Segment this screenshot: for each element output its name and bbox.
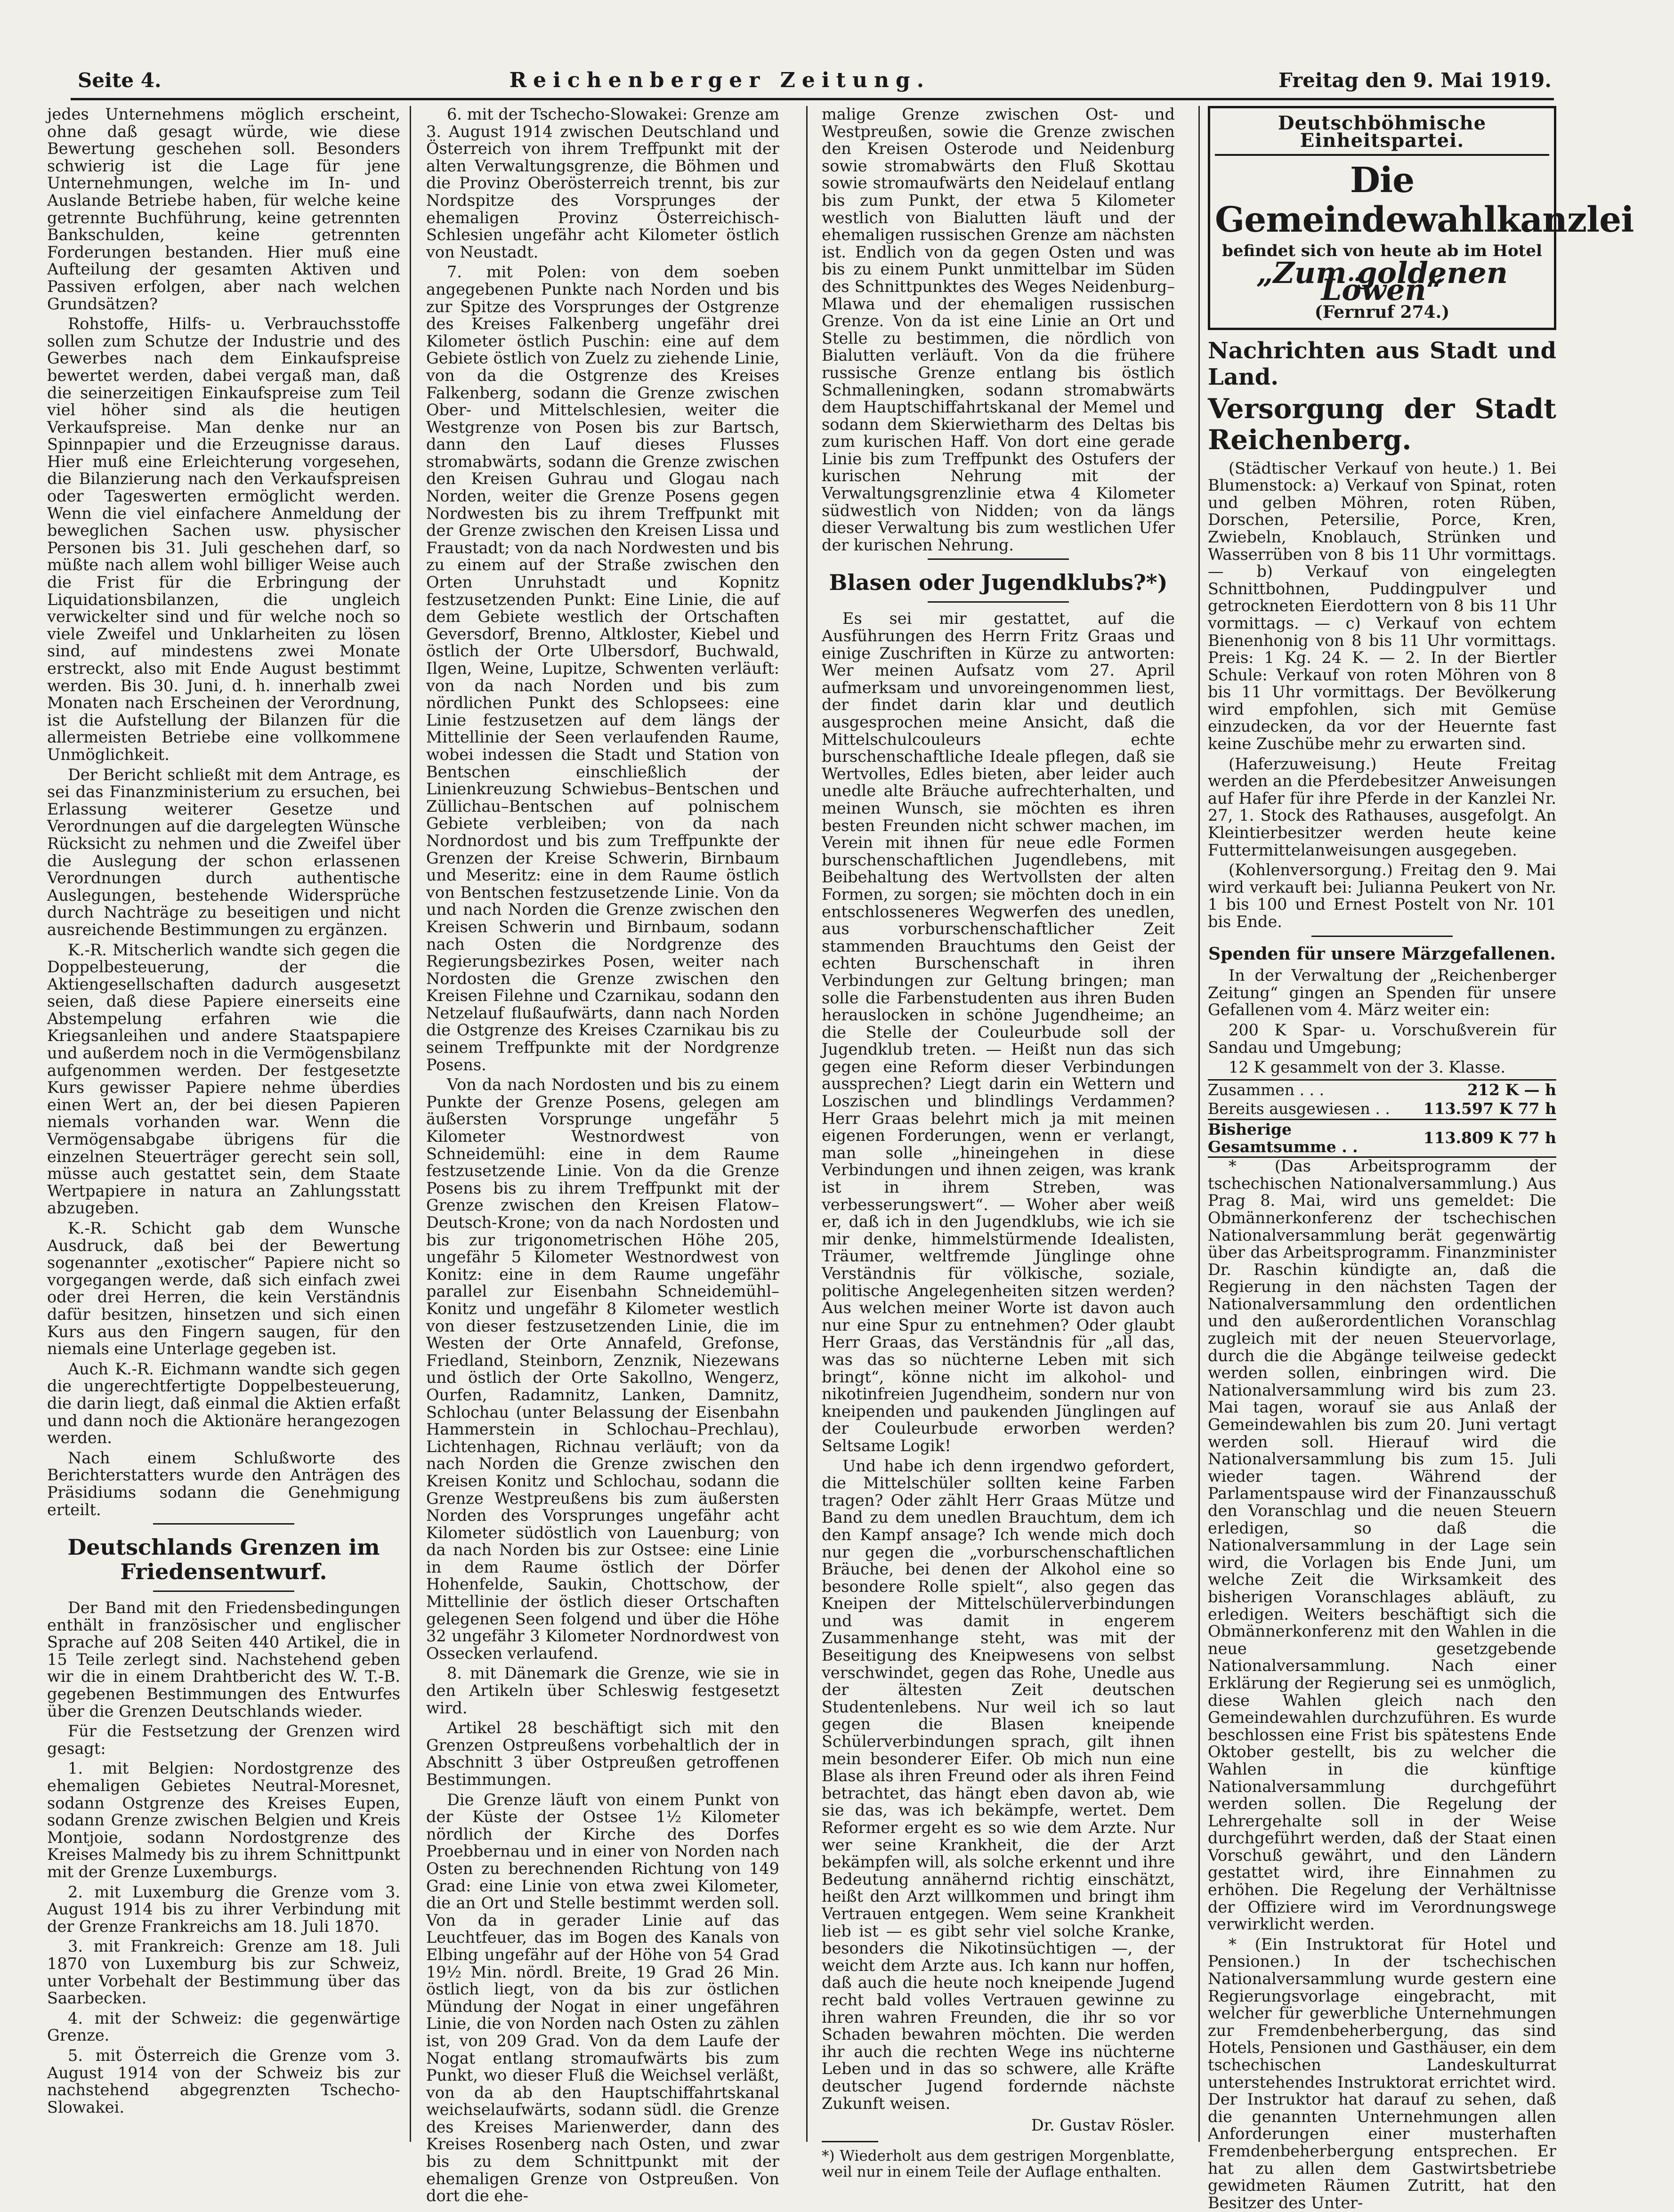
column-1 bbox=[47, 106, 400, 2142]
article-paragraph: Von da nach Nordosten und bis zu einem Punkte der Grenze Posens, gelegen am äußersten Vorsprunge ungefähr 5 Kilometer Westnordwest von Schneidemühl: eine in dem Raume festzusetzende Linie. Von da die Grenze Posens bis zu ihrem Treffpunkt mit der Grenze zwischen den Kreisen Flatow–Deutsch-Krone; von da nach Nordosten und bis zur trigonometrischen Höhe 205, ungefähr 5 Kilometer Westnordwest von Konitz: eine in dem Raume ungefähr parallel zur Eisenbahn Schneidemühl–Konitz und ungefähr 8 Kilometer westlich von dieser festzusetzenden Linie, die im Westen der Orte Annafeld, Grefonse, Friedland, Steinborn, Zenznik, Niezewans und östlich der Orte Sakollno, Wengerz, Ourfen, Radamnitz, Lanken, Damnitz, Schlochau (unter Belassung der Eisenbahn Hammerstein in Schlochau–Prechlau), Lichtenhagen, Richnau verläuft; von da nach Norden die Grenze zwischen den Kreisen Konitz und Schlochau, sodann die Grenze Westpreußens bis zum äußersten Norden des Vorsprunges ungefähr acht Kilometer südöstlich von Lauenburg; von da nach Norden bis zur Ostsee: eine Linie in dem Raume östlich der Dörfer Hohenfelde, Saukin, Chottschow, der Mittellinie der östlich dieser Ortschaften gelegenen Seen folgend und über die Höhe 32 ungefähr 3 Kilometer Nordnordwest von Ossecken verlaufend. bbox=[426, 1075, 779, 1663]
article-paragraph: 6. mit der Tschecho-Slowakei: Grenze am 3. August 1914 zwischen Deutschland und Österreich von ihrem Treffpunkt mit der alten Verwaltungsgrenze, die Böhmen und die Provinz Oberösterreich trennt, bis zur Nordspitze des Vorsprunges der ehemaligen Provinz Österreichisch-Schlesien ungefähr acht Kilometer östlich von Neustadt. bbox=[426, 105, 779, 261]
article-headline: Blasen oder Jugendklubs?*) bbox=[829, 570, 1168, 596]
footnote: *) Wiederholt aus dem gestrigen Morgenblatte, weil nur in einem Teile der Auflage enthalten. bbox=[822, 2147, 1175, 2180]
row-amount: 113.597 K 77 h bbox=[1423, 1099, 1556, 1118]
article-paragraph: 8. mit Dänemark die Grenze, wie sie in den Artikeln über Schleswig festgesetzt wird. bbox=[426, 1664, 779, 1717]
row-label: Zusammen . . . bbox=[1208, 1080, 1325, 1099]
table-row bbox=[1208, 1080, 1556, 1099]
section-divider bbox=[928, 601, 1069, 603]
article-paragraph: Für die Festsetzung der Grenzen wird gesagt: bbox=[47, 1722, 400, 1758]
ad-hotel-name: „Zum goldenen Löwen“ bbox=[1256, 255, 1508, 307]
column-rule bbox=[806, 106, 808, 2142]
article-paragraph: * (Das Arbeitsprogramm der tschechischen Nationalversammlung.) Aus Prag 8. Mai, wird uns gemeldet: Die Obmännerkonferenz der tschechischen Nationalversammlung berät gegenwärtig über das Arbeitsprogramm. Finanzminister Dr. Raschin kündigte an, daß die Regierung in den nächsten Tagen der Nationalversammlung den ordentlichen und den außerordentlichen Voranschlag zugleich mit der neuen Steuervorlage, durch die die Abgänge teilweise gedeckt werden sollen, einbringen wird. Die Nationalversammlung wird bis zum 23. Mai tagen, worauf sie aus Anlaß der Gemeindewahlen bis zum 20. Juni vertagt werden soll. Hierauf wird die Nationalversammlung bis zum 15. Juli wieder tagen. Während der Parlamentspause wird der Finanzausschuß den Voranschlag und die neuen Steuern erledigen, so daß die Nationalversammlung in der Lage sein wird, die Vorlagen bis Ende Juni, um welche Zeit die Wirksamkeit des bisherigen Voranschlages abläuft, zu erledigen. Weiters beschäftigt sich die Obmännerkonferenz mit den Wahlen in die neue gesetzgebende Nationalversammlung. Nach einer Erklärung der Regierung sei es unmöglich, diese Wahlen gleich nach den Gemeindewahlen durchzuführen. Es wurde beschlossen eine Frist bis spätestens Ende Oktober gestellt, bis zu welcher die Wahlen in die künftige Nationalversammlung durchgeführt werden sollen. Die Regelung der Lehrergehalte soll in der Weise durchgeführt werden, daß der Staat einen Vorschuß gewährt, und den Ländern gestattet wird, ihre Einnahmen zu erhöhen. Die Regelung der Verhältnisse der Offiziere wird im Verordnungswege verwirklicht werden. bbox=[1208, 1157, 1556, 1934]
article-paragraph: 1. mit Belgien: Nordostgrenze des ehemaligen Gebietes Neutral-Moresnet, sodann Ostgrenze des Kreises Eupen, sodann Grenze zwischen Belgien und Kreis Montjoie, sodann Nordostgrenze des Kreises Malmedy bis zu ihrem Schnittpunkt mit der Grenze Luxemburgs. bbox=[47, 1759, 400, 1881]
column-2 bbox=[426, 105, 779, 2205]
article-paragraph: Auch K.-R. Eichmann wandte sich gegen die ungerechtfertigte Doppelbesteuerung, die darin liegt, daß einmal die Aktien erfaßt und dann noch die Aktionäre herangezogen werden. bbox=[47, 1359, 400, 1447]
article-paragraph: malige Grenze zwischen Ost- und Westpreußen, sowie die Grenze zwischen den Kreisen Osterode und Neidenburg sowie stromabwärts den Fluß Skottau sowie stromaufwärts den Neidelauf entlang bis zum Punkt, der etwa 5 Kilometer westlich von Bialutten läuft und der ehemaligen russischen Grenze am nächsten ist. Endlich von da gegen Osten und was bis zu einem Punkt unmittelbar im Süden des Schnittpunktes des Weges Neidenburg–Mlawa und der ehemaligen russischen Grenze. Von da ist eine Linie an Ort und Stelle zu bestimmen, die nördlich von Bialutten verläuft. Von da die frühere russische Grenze entlang bis östlich Schmalleningken, sodann stromabwärts dem Hauptschiffahrtskanal der Memel und sodann dem Skierwietharm des Deltas bis zum kurischen Haff. Von dort eine gerade Linie bis zum Treffpunkt des Ostufers der kurischen Nehrung mit der Verwaltungsgrenzlinie etwa 4 Kilometer südwestlich von Nidden; von da längs dieser Verwaltung bis zum westlichen Ufer der kurischen Nehrung. bbox=[822, 105, 1175, 554]
donations-table bbox=[1208, 1079, 1556, 1158]
page-header bbox=[78, 64, 1552, 97]
article-paragraph: Rohstoffe, Hilfs- u. Verbrauchsstoffe sollen zum Schutze der Industrie und des Gewerbes nach dem Einkaufspreise bewertet werden, dabei vergaß man, daß die seinerzeitigen Einkaufspreise zum Teil viel höher sind als die heutigen Verkaufspreise. Man denke nur an Spinnpapier und die Erzeugnisse daraus. Hier muß eine Erleichterung vorgesehen, die Bilanzierung nach den Verkaufspreisen oder Tageswerten ermöglicht werden. Wenn die viel einfachere Anmeldung der beweglichen Sachen usw. physischer Personen bis 31. Juli geschehen darf, so müßte nach allem wohl billiger Weise auch die Frist für die Erbringung der Liquidationsbilanzen, die ungleich verwickelter sind und für welche noch so viele Zweifel und Unklarheiten zu lösen sind, auf mindestens zwei Monate erstreckt, also mit Ende August bestimmt werden. Bis 30. Juni, d. h. innerhalb zwei Monaten nach Erscheinen der Verordnung, ist die Aufstellung der Bilanzen für die allermeisten Betriebe eine vollkommene Unmöglichkeit. bbox=[47, 315, 400, 764]
article-paragraph: (Städtischer Verkauf von heute.) 1. Bei Blumenstock: a) Verkauf von Spinat, roten und gelben Möhren, roten Rüben, Dorschen, Petersilie, Porce, Kren, Zwiebeln, Knoblauch, Strünken und Wasserrüben von 8 bis 11 Uhr vormittags. — b) Verkauf von eingelegten Schnittbohnen, Puddingpulver und getrockneten Eierdottern von 8 bis 11 Uhr vormittags. — c) Verkauf von echtem Bienenhonig von 8 bis 11 Uhr vormittags. Preis: 1 Kg. 24 K. — 2. In der Biertler Schule: Verkauf von roten Möhren von 8 bis 11 Uhr vormittags. Der Bevölkerung wird empfohlen, sich mit Gemüse einzudecken, da vor der Heuernte fast keine Zuschübe mehr zu erwarten sind. bbox=[1208, 459, 1556, 753]
article-paragraph: K.-R. Mitscherlich wandte sich gegen die Doppelbesteuerung, der die Aktiengesellschaften dadurch ausgesetzt seien, daß diese Papiere einerseits eine Abstempelung erfahren wie die Kriegsanleihen und andere Staatspapiere und außerdem noch in die Vermögensbilanz aufgenommen werden. Der festgesetzte Kurs gewisser Papiere nehme überdies einen Wert an, der bei diesen Papieren niemals vorhanden war. Wenn die Vermögensabgabe übrigens für die einzelnen Steuerträger gerecht sein soll, müsse auch gestattet sein, dem Staate Wertpapiere in natura an Zahlungsstatt abzugeben. bbox=[47, 940, 400, 1218]
column-rule bbox=[410, 106, 411, 2142]
article-paragraph: 4. mit der Schweiz: die gegenwärtige Grenze. bbox=[47, 2009, 400, 2045]
section-divider bbox=[153, 1523, 294, 1525]
article-paragraph: Nach einem Schlußworte des Berichterstatters wurde den Anträgen des Präsidiums sodann die Genehmigung erteilt. bbox=[47, 1448, 400, 1519]
header-rule bbox=[71, 98, 1554, 100]
article-paragraph: Artikel 28 beschäftigt sich mit den Grenzen Ostpreußens vorbehaltlich der in Abschnitt 3 über Ostpreußen getroffenen Bestimmungen. bbox=[426, 1719, 779, 1789]
row-amount: 212 K — h bbox=[1467, 1080, 1556, 1099]
donation-item: 200 K Spar- u. Vorschußverein für Sandau und Umgebung; bbox=[1208, 1020, 1556, 1057]
article-paragraph: 2. mit Luxemburg die Grenze vom 3. August 1914 bis zu ihrer Verbindung mit der Grenze Frankreichs am 18. Juli 1870. bbox=[47, 1882, 400, 1936]
article-paragraph: Die Grenze läuft von einem Punkt von der Küste der Ostsee 1½ Kilometer nördlich der Kirche des Dorfes Proebbernau und in einer von Norden nach Osten zu berechnenden Richtung von 149 Grad: eine Linie von etwa zwei Kilometer, die an Ort und Stelle bestimmt werden soll. Von da in gerader Linie auf das Leuchtfeuer, das im Bogen des Kanals von Elbing ungefähr auf der Höhe von 54 Grad 19½ Min. nördl. Breite, 19 Grad 26 Min. östlich liegt, von da bis zur östlichen Mündung der Nogat in einer ungefähren Linie, die von Norden nach Osten zu zählen ist, von 209 Grad. Von da dem Laufe der Nogat entlang stromaufwärts bis zum Punkt, wo dieser Fluß die Weichsel verläßt, von da ab den Hauptschiffahrtskanal weichselaufwärts, sodann südl. die Grenze des Kreises Marienwerder, dann des Kreises Rosenberg nach Osten, und zwar bis zu dem Schnittpunkt mit der ehemaligen Grenze von Ostpreußen. Von dort die ehe- bbox=[426, 1790, 779, 2205]
issue-date: Freitag den 9. Mai 1919. bbox=[1278, 68, 1552, 92]
table-row bbox=[1208, 1119, 1556, 1157]
donations-heading: Spenden für unsere Märzgefallenen. bbox=[1208, 944, 1556, 964]
column-4 bbox=[1208, 106, 1634, 2212]
donation-item: 12 K gesammelt von der 3. Klasse. bbox=[1229, 1058, 1506, 1077]
donations-intro: In der Verwaltung der „Reichenberger Zeitung“ gingen an Spenden für unsere Gefallenen vom 4. März weiter ein: bbox=[1208, 966, 1556, 1019]
section-divider bbox=[153, 1590, 294, 1592]
article-paragraph: (Haferzuweisung.) Heute Freitag werden an die Pferdebesitzer Anweisungen auf Hafer für ihre Pferde in der Kanzlei Nr. 27, 1. Stock des Rathauses, ausgefolgt. An Kleintierbesitzer werden heute keine Futtermittelanweisungen ausgegeben. bbox=[1208, 754, 1556, 859]
column-rule bbox=[1198, 106, 1200, 2142]
row-label: Bereits ausgewiesen . . bbox=[1208, 1099, 1390, 1118]
ad-rule bbox=[1215, 154, 1549, 156]
column-3 bbox=[822, 105, 1175, 2180]
page-number: Seite 4. bbox=[78, 68, 162, 92]
article-headline: Deutschlands Grenzen im Friedensentwurf. bbox=[67, 1534, 380, 1585]
ad-location-text: befindet sich von heute ab im Hotel bbox=[1222, 242, 1542, 261]
article-paragraph: Und habe ich denn irgendwo gefordert, die Mittelschüler sollten keine Farben tragen? Oder zählt Herr Graas Mütze und Band zu dem unedlen Brauchtum, dem ich den Kampf ansage? Ich wende mich doch nur gegen die „vorburschenschaftlichen Bräuche, bei denen der Alkohol eine so besondere Rolle spielt“, also gegen das Kneipen der Mittelschülerverbindungen und was damit in engerem Zusammenhange steht, was mit der Beseitigung des Kneipwesens von selbst verschwindet, gegen das Rohe, Unedle aus der ältesten Zeit deutschen Studentenlebens. Nur weil ich so laut gegen die Blasen kneipende Schülerverbindungen sprach, gilt ihnen mein besonderer Eifer. Ob mich nun eine Blase als ihren Freund oder als ihren Feind betrachtet, das hängt eben davon ab, wie sie das, was ich bekämpfe, wertet. Dem Reformer ergeht es so wie dem Arzte. Nur wer seine Krankheit, die der Arzt bekämpfen will, als solche erkennt und ihre Bedeutung annähernd richtig einschätzt, heißt den Arzt willkommen und bringt ihm Vertrauen entgegen. Wem seine Krankheit lieb ist — es gibt sehr viel solche Kranke, besonders die Nikotinsüchtigen —, der weicht dem Arzte aus. Ich kann nur hoffen, daß auch die heute noch kneipende Jugend recht bald volles Vertrauen gewinne zu ihren wahren Freunden, die ihr so vor Schaden bewahren möchten. Die werden ihr auch die rechten Wege ins nüchterne Leben und in das so schwere, alle Kräfte deutscher Jugend fordernde nächste Zukunft weisen. bbox=[822, 1456, 1175, 2113]
ad-phone: (Fernruf 274.) bbox=[1314, 302, 1450, 322]
row-amount: 113.809 K 77 h bbox=[1423, 1129, 1556, 1147]
article-paragraph: 7. mit Polen: von dem soeben angegebenen Punkte nach Norden und bis zur Spitze des Vorsprunges der Ostgrenze des Kreises Falkenberg ungefähr drei Kilometer östlich Puschin: eine auf dem Gebiete östlich von Zuelz zu ziehende Linie, von da die Ostgrenze des Kreises Falkenberg, sodann die Grenze zwischen Ober- und Mittelschlesien, weiter die Westgrenze von Posen bis zur Bartsch, dann den Lauf dieses Flusses stromabwärts, sodann die Grenze zwischen den Kreisen Guhrau und Glogau nach Norden, weiter die Grenze Posens gegen Nordwesten bis zu ihrem Treffpunkt mit der Grenze zwischen den Kreisen Lissa und Fraustadt; von da nach Nordwesten und bis zu einem auf der Straße zwischen den Orten Unruhstadt und Kopnitz festzusetzenden Punkt: Eine Linie, die auf dem Gebiete westlich der Ortschaften Geversdorf, Brenno, Altkloster, Kiebel und östlich der Orte Ulbersdorf, Buchwald, Ilgen, Weine, Lupitze, Schwenten verläuft: von da nach Norden und bis zum nördlichen Punkt des Schlopsees: eine Linie festzusetzen auf dem längs der Mittellinie der Seen verlaufenden Raume, wobei indessen die Stadt und Station von Bentschen einschließlich der Linienkreuzung Schwiebus–Bentschen und Züllichau–Bentschen auf polnischem Gebiete verbleiben; von da nach Nordnordost und bis zum Treffpunkte der Grenzen der Kreise Schwerin, Birnbaum und Meseritz: eine in dem Raume östlich von Bentschen festzusetzende Linie. Von da und nach Norden die Grenze zwischen den Kreisen Schwerin und Birnbaum, sodann nach Osten die Nordgrenze des Regierungsbezirkes Posen, weiter nach Nordosten die Grenze zwischen den Kreisen Filehne und Czarnikau, sodann den Netzelauf flußaufwärts, dann nach Norden die Ostgrenze des Kreises Czarnikau bis zu seinem Treffpunkte mit der Nordgrenze Posens. bbox=[426, 263, 779, 1074]
article-paragraph: * (Ein Instruktorat für Hotel und Pensionen.) In der tschechischen Nationalversammlung wurde gestern eine Regierungsvorlage eingebracht, mit welcher für gewerbliche Unternehmungen zur Fremdenbeherbergung, das sind Hotels, Pensionen und Gasthäuser, ein dem tschechischen Landeskulturrat unterstehendes Instruktorat errichtet wird. Der Instruktor hat darauf zu sehen, daß die genannten Unternehmungen allen Anforderungen einer musterhaften Fremdenbeherbergung entsprechen. Er hat zu allen dem Gastwirtsbetriebe gewidmeten Räumen Zutritt, hat den Besitzer des Unter- bbox=[1208, 1935, 1556, 2212]
article-paragraph: 3. mit Frankreich: Grenze am 18. Juli 1870 von Luxemburg bis zur Schweiz, unter Vorbehalt der Bestimmung über das Saarbecken. bbox=[47, 1937, 400, 2008]
row-label: Bisherige Gesamtsumme . . bbox=[1208, 1120, 1358, 1156]
article-paragraph: Es sei mir gestattet, auf die Ausführungen des Herrn Fritz Graas und einige Zuschriften in Kürze zu antworten: Wer meinen Aufsatz vom 27. April aufmerksam und unvoreingenommen liest, der findet darin klar und deutlich ausgesprochen meine Ansicht, daß die Mittelschulcouleurs echte burschenschaftliche Ideale pflegen, daß sie Wertvolles, Edles bieten, aber leider auch unedle alte Bräuche aufrechterhalten, und meinen Wunsch, sie möchten es ihren besten Freunden nicht schwer machen, im Verein mit ihnen für neue edle Formen burschenschaftlichen Jugendlebens, mit Beibehaltung des Wertvollsten der alten Formen, zu sorgen; sie möchten doch in ein entschlosseneres Wegwerfen des unedlen, aus vorburschenschaftlicher Zeit stammenden Brauchtums den Geist der echten Burschenschaft in ihren Verbindungen zur Geltung bringen; man solle die Farbenstudenten aus ihren Buden herauslocken in schöne Jugendheime; an die Stelle der Couleurbude soll der Jugendklub treten. — Heißt nun das sich gegen eine Reform dieser Verbindungen aussprechen? Liegt darin ein Wettern und Loszischen und blindlings Verdammen? Herr Graas belehrt mich ja mit meinen eigenen Forderungen, wenn er verlangt, man solle „hineingehen in diese Verbindungen und ihnen zeigen, was krank ist in ihrem Streben, was verbesserungswert“. — Woher aber weiß er, daß ich in den Jugendklubs, wie ich sie mir denke, himmelstürmende Idealisten, Träumer, weltfremde Jünglinge ohne Verständnis für völkische, soziale, politische Angelegenheiten sitzen werden? Aus welchen meiner Worte ist davon auch nur eine Spur zu entnehmen? Oder glaubt Herr Graas, das Verständnis für „all das, was das so nüchterne Leben mit sich bringt“, könne nicht im alkohol- und nikotinfreien Jugendheim, sondern nur von kneipenden und paukenden Jünglingen auf der Couleurbude erworben werden? Seltsame Logik! bbox=[822, 609, 1175, 1455]
article-paragraph: Der Band mit den Friedensbedingungen enthält in französischer und englischer Sprache auf 208 Seiten 440 Artikel, die in 15 Teile zerlegt sind. Nachstehend geben wir die in einem Drahtbericht des W. T.-B. gegebenen Bestimmungen des Entwurfes über die Grenzen Deutschlands wieder. bbox=[47, 1598, 400, 1720]
table-row bbox=[1208, 1099, 1556, 1119]
article-paragraph: jedes Unternehmens möglich erscheint, ohne daß gesagt würde, wie diese Bewertung geschehen soll. Besonders schwierig ist die Lage für jene Unternehmungen, welche im In- und Auslande Betriebe haben, für welche keine getrennte Buchführung, keine getrennten Bankschulden, keine getrennten Forderungen bestanden. Hier muß eine Aufteilung der gesamten Aktiven und Passiven erfolgen, aber nach welchen Grundsätzen? bbox=[47, 105, 400, 313]
ad-party-name: Deutschböhmische Einheitspartei. bbox=[1278, 112, 1487, 152]
subsection-heading: Versorgung der Stadt Reichenberg. bbox=[1208, 392, 1556, 456]
section-heading: Nachrichten aus Stadt und Land. bbox=[1208, 337, 1556, 390]
author-signature: Dr. Gustav Rösler. bbox=[1031, 2116, 1175, 2135]
section-divider bbox=[928, 558, 1069, 560]
article-paragraph: K.-R. Schicht gab dem Wunsche Ausdruck, daß bei der Bewertung sogenannter „exotischer“ Papiere nicht so vorgegangen werde, daß sich einfach zwei oder drei Herren, die kein Verständnis dafür besitzen, hinsetzen und sich einen Kurs aus den Fingern saugen, für den niemals eine Unterlage gegeben ist. bbox=[47, 1219, 400, 1358]
article-paragraph: 5. mit Österreich die Grenze vom 3. August 1914 von der Schweiz bis zur nachstehend abgegrenzten Tschecho-Slowakei. bbox=[47, 2046, 400, 2116]
section-divider bbox=[1311, 936, 1453, 937]
advertisement-box bbox=[1208, 106, 1634, 330]
article-paragraph: (Kohlenversorgung.) Freitag den 9. Mai wird verkauft bei: Julianna Peukert von Nr. 1 bis 100 und Ernest Postelt von Nr. 101 bis Ende. bbox=[1208, 861, 1556, 931]
article-paragraph: Der Bericht schließt mit dem Antrage, es sei das Finanzministerium zu ersuchen, bei Erlassung weiterer Gesetze und Verordnungen auf die dargelegten Wünsche Rücksicht zu nehmen und die Zweifel über die Auslegung der schon erlassenen Verordnungen durch authentische Auslegungen, bestehende Widersprüche durch Nachträge zu beseitigen und nicht ausreichende Bestimmungen zu ergänzen. bbox=[47, 765, 400, 939]
newspaper-title: Reichenberger Zeitung. bbox=[509, 68, 931, 92]
ad-headline: Die Gemeindewahlkanzlei bbox=[1215, 160, 1634, 241]
footnote-rule bbox=[822, 2141, 878, 2142]
